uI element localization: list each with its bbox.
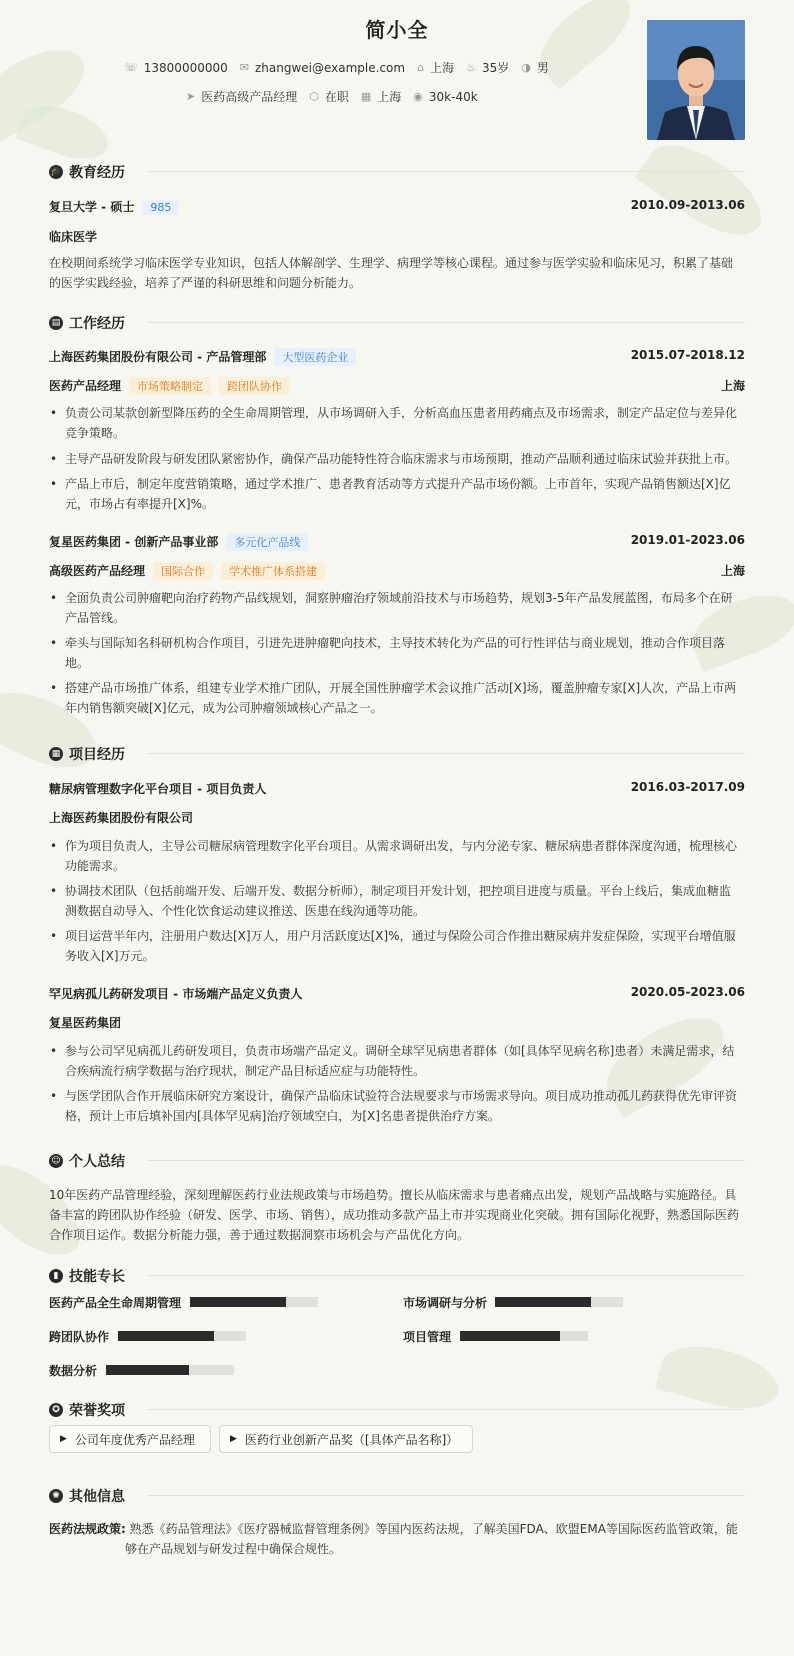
project-date: 2020.05-2023.06	[630, 985, 745, 999]
skill-name: 数据分析	[49, 1364, 98, 1378]
company-tag: 多元化产品线	[226, 533, 308, 551]
candidate-name: 简小全	[365, 18, 429, 42]
work-company: 上海医药集团股份有限公司 - 产品管理部 大型医药企业	[49, 348, 356, 366]
work-bullet: • 负责公司某款创新型降压药的全生命周期管理，从市场调研入手，分析高血压患者用药痛点及市场需求，制定产品定位与差异化 竞争策略。	[49, 403, 745, 443]
work-company: 复星医药集团 - 创新产品事业部 多元化产品线	[49, 533, 308, 551]
play-icon: ▶	[60, 1434, 67, 1444]
gender-value: 男	[536, 61, 549, 75]
skill-level-fill	[190, 1297, 286, 1307]
company-tag: 大型医药企业	[274, 348, 356, 366]
home-icon: ⌂	[417, 61, 425, 74]
phone-icon: ☏	[124, 61, 138, 74]
project-bullet: • 与医学团队合作开展临床研究方案设计，确保产品临床试验符合法规要求与市场需求导向。项目成功推动孤儿药获得优先审评资 格，预计上市后填补国内[具体罕见病]治疗领域空白，为[X]名患者提供治疗方案。	[49, 1086, 745, 1126]
profile-photo	[647, 20, 745, 140]
email-value: zhangwei@example.com	[254, 60, 406, 75]
role-tag: 市场策略制定	[129, 377, 211, 395]
work-bullet: • 产品上市后，制定年度营销策略，通过学术推广、患者教育活动等方式提升产品市场份额。上市首年，实现产品销售额达[X]亿 元，市场占有率提升[X]%。	[49, 474, 745, 514]
work-bullet: • 牵头与国际知名科研机构合作项目，引进先进肿瘤靶向技术，主导技术转化为产品的可行性评估与商业规划，推动合作项目落 地。	[49, 633, 745, 673]
skill-name: 项目管理	[403, 1330, 452, 1344]
skill-level-fill	[106, 1365, 189, 1375]
section-education-title: 🎓 教育经历	[50, 165, 125, 181]
bar-chart-icon: ▮	[49, 1269, 63, 1283]
education-desc-line: 的医学实践经验，培养了严谨的科研思维和问题分析能力。	[49, 276, 362, 290]
project-bullet: • 项目运营半年内，注册用户数达[X]万人，用户月活跃度达[X]%，通过与保险公司合作推出糖尿病并发症保险，实现平台增值服 务收入[X]万元。	[49, 926, 745, 966]
work-city: 上海	[720, 379, 745, 393]
salary-value: 30k-40k	[428, 89, 478, 104]
skill-level-fill	[118, 1331, 214, 1341]
skill-bar	[460, 1331, 588, 1341]
skill-name: 医药产品全生命周期管理	[49, 1296, 182, 1310]
award-item: ▶ 医药行业创新产品奖（[具体产品名称]）	[219, 1425, 473, 1453]
status-value: 在职	[324, 90, 349, 104]
section-work-title: ▤ 工作经历	[49, 313, 125, 333]
salary-icon: ◉	[413, 90, 423, 103]
section-divider	[148, 753, 745, 754]
briefcase-icon: ▤	[49, 316, 63, 330]
play-icon: ▶	[230, 1434, 237, 1444]
education-date: 2010.09-2013.06	[630, 198, 745, 212]
building-icon: ▦	[360, 90, 372, 103]
cake-icon: ♨	[466, 61, 476, 74]
leaf-decoration	[655, 1335, 785, 1419]
project-org: 上海医药集团股份有限公司	[49, 811, 194, 825]
work-date: 2019.01-2023.06	[630, 533, 745, 547]
section-skills-title: ▮ 技能专长	[49, 1266, 125, 1286]
work-role: 高级医药产品经理 国际合作 学术推广体系搭建	[49, 562, 325, 580]
work-bullet: • 搭建产品市场推广体系，组建专业学术推广团队，开展全国性肿瘤学术会议推广活动[X]场，覆盖肿瘤专家[X]人次，产品上市两 年内销售额突破[X]亿元，成为公司肿瘤领域核心产品之一。	[49, 678, 745, 718]
project-date: 2016.03-2017.09	[630, 780, 745, 794]
section-divider	[148, 322, 745, 323]
medal-icon: ✪	[49, 1403, 63, 1417]
summary-line: 备丰富的跨团队协作经验（研发、医学、市场、销售），成功推动多款产品上市并实现商业化突破。拥有国际化视野，熟悉国际医药	[49, 1208, 740, 1222]
summary-line: 10年医药产品管理经验，深刻理解医药行业法规政策与市场趋势。擅长从临床需求与患者痛点出发，规划产品战略与实施路径。具	[49, 1188, 737, 1202]
graduation-cap-icon: 🎓	[50, 167, 62, 177]
work-bullet: • 全面负责公司肿瘤靶向治疗药物产品线规划，洞察肿瘤治疗领域前沿技术与市场趋势，规划3-5年产品发展蓝图，布局多个在研 产品管线。	[49, 588, 745, 628]
work-bullet: • 主导产品研发阶段与研发团队紧密协作，确保产品功能特性符合临床需求与市场预期，推动产品顺利通过临床试验并获批上市。	[49, 449, 745, 469]
section-projects-title: ▦ 项目经历	[49, 744, 125, 764]
skill-bar	[118, 1331, 246, 1341]
project-bullet: • 协调技术团队（包括前端开发、后端开发、数据分析师），制定项目开发计划，把控项目进度与质量。平台上线后，集成血糖监 测数据自动导入、个性化饮食运动建议推送、医患在线沟通等功能。	[49, 881, 745, 921]
grid-icon: ▦	[49, 747, 63, 761]
section-divider	[148, 1275, 745, 1276]
section-divider	[148, 1495, 745, 1496]
section-divider	[148, 1409, 745, 1410]
skill-level-fill	[495, 1297, 591, 1307]
city-value: 上海	[430, 61, 455, 75]
section-other-title: ✺ 其他信息	[49, 1486, 125, 1506]
project-bullet: • 参与公司罕见病孤儿药研发项目，负责市场端产品定义。调研全球罕见病患者群体（如[具体罕见病名称]患者）未满足需求，结 合疾病流行病学数据与治疗现状，制定产品目标适应症与功能特性。	[49, 1041, 745, 1081]
contact-row	[124, 59, 549, 76]
role-tag: 国际合作	[153, 562, 213, 580]
skill-level-fill	[460, 1331, 560, 1341]
skill-bar	[106, 1365, 234, 1375]
section-divider	[148, 171, 745, 172]
phone-value: 13800000000	[143, 60, 228, 75]
skill-name: 跨团队协作	[49, 1330, 110, 1344]
summary-line: 合作项目运作。数据分析能力强，善于通过数据洞察市场机会与产品优化方向。	[49, 1228, 470, 1242]
work-role: 医药产品经理 市场策略制定 跨团队协作	[49, 377, 290, 395]
job-intent-row	[186, 88, 478, 105]
user-icon: ☺	[49, 1154, 63, 1168]
send-icon: ➤	[186, 90, 196, 103]
project-org: 复星医药集团	[49, 1016, 122, 1030]
skill-name: 市场调研与分析	[403, 1296, 488, 1310]
role-tag: 学术推广体系搭建	[221, 562, 325, 580]
gender-icon: ◑	[521, 61, 531, 74]
education-school: 复旦大学 - 硕士 985	[49, 198, 179, 215]
section-awards-title: ✪ 荣誉奖项	[49, 1400, 125, 1420]
email-icon: ✉	[239, 61, 249, 74]
project-title: 糖尿病管理数字化平台项目 - 项目负责人	[49, 782, 267, 796]
target-city-value: 上海	[377, 90, 402, 104]
project-title: 罕见病孤儿药研发项目 - 市场端产品定义负责人	[49, 987, 303, 1001]
work-city: 上海	[720, 564, 745, 578]
project-bullet: • 作为项目负责人，主导公司糖尿病管理数字化平台项目。从需求调研出发，与内分泌专家、糖尿病患者群体深度沟通，梳理核心 功能需求。	[49, 836, 745, 876]
age-value: 35岁	[481, 61, 510, 75]
work-date: 2015.07-2018.12	[630, 348, 745, 362]
position-value: 医药高级产品经理	[201, 90, 298, 104]
award-item: ▶ 公司年度优秀产品经理	[49, 1425, 211, 1453]
other-info-label: 医药法规政策:	[49, 1522, 126, 1536]
education-major: 临床医学	[49, 230, 98, 244]
education-tag: 985	[142, 200, 179, 215]
info-icon: ✺	[49, 1489, 63, 1503]
education-desc-line: 在校期间系统学习临床医学专业知识，包括人体解剖学、生理学、病理学等核心课程。通过参与医学实验和临床见习，积累了基础	[49, 256, 734, 270]
section-divider	[148, 1160, 745, 1161]
skill-bar	[190, 1297, 318, 1307]
leaf-decoration	[635, 128, 776, 252]
status-icon: ⬡	[309, 90, 319, 103]
section-summary-title: ☺ 个人总结	[49, 1151, 125, 1171]
other-info-line: 够在产品规划与研发过程中确保合规性。	[125, 1542, 342, 1556]
other-info-line: 医药法规政策: 熟悉《药品管理法》《医疗器械监督管理条例》等国内医药法规，了解美国FDA、欧盟EMA等国际医药监管政策，能	[49, 1522, 738, 1536]
role-tag: 跨团队协作	[219, 377, 290, 395]
skill-bar	[495, 1297, 623, 1307]
